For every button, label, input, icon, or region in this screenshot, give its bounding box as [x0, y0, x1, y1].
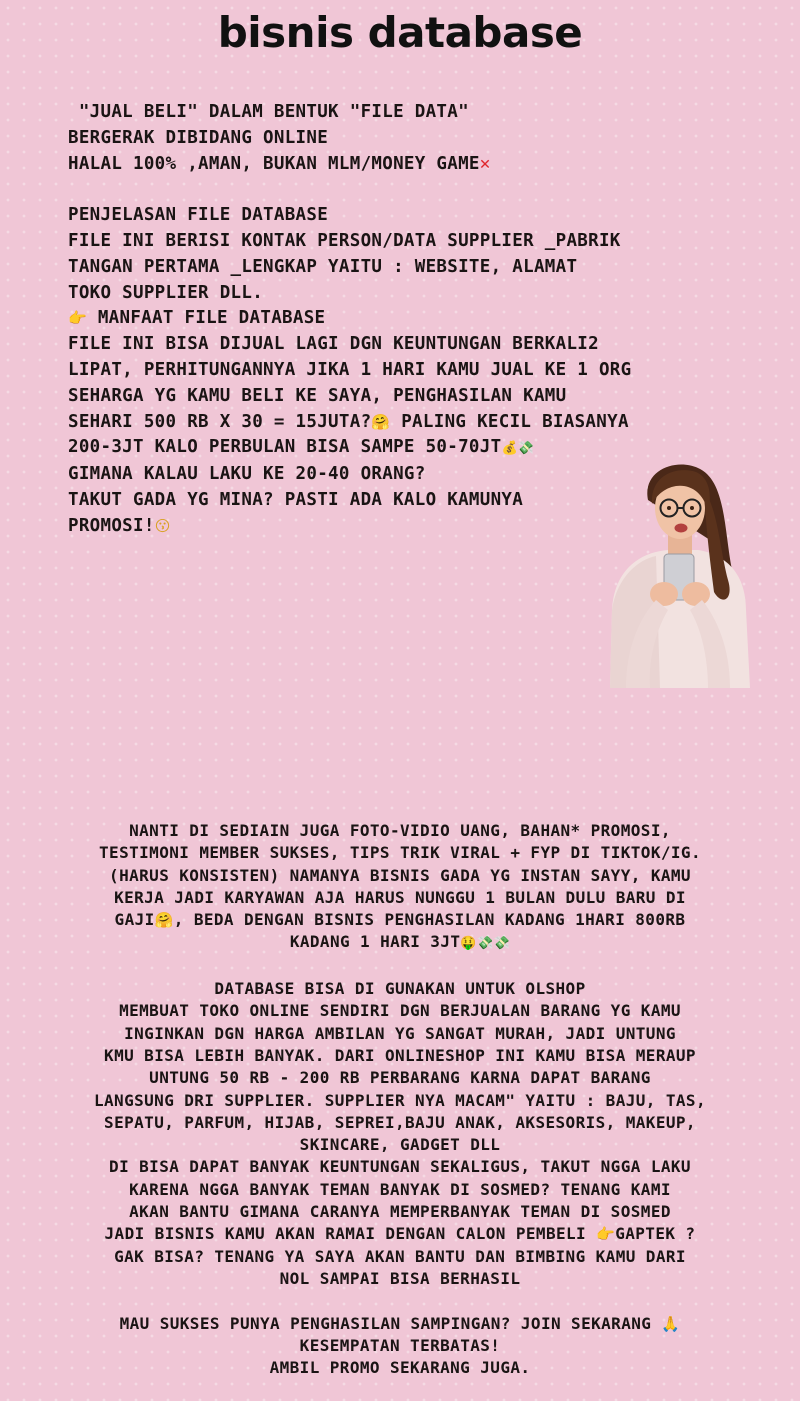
- olshop-line-1: DATABASE BISA DI GUNAKAN UNTUK OLSHOP: [214, 979, 586, 999]
- olshop-line-9: DI BISA DAPAT BANYAK KEUNTUNGAN SEKALIGUS, TAKUT NGGA LAKU: [109, 1157, 691, 1177]
- olshop-line-12a: JADI BISNIS KAMU AKAN RAMAI DENGAN CALON PEMBELI: [104, 1224, 597, 1244]
- olshop-line-5: UNTUNG 50 RB - 200 RB PERBARANG KARNA DAPAT BARANG: [149, 1068, 651, 1088]
- benefit-line-4b: PALING KECIL BIASANYA: [390, 411, 629, 432]
- cta-line-1: MAU SUKSES PUNYA PENGHASILAN SAMPINGAN? JOIN SEKARANG: [119, 1313, 662, 1333]
- benefit-line-6: GIMANA KALAU LAKU KE 20-40 ORANG?: [68, 464, 426, 485]
- hugging-face-icon: 🤗: [371, 412, 391, 431]
- explain-line-2: TANGAN PERTAMA _LENGKAP YAITU : WEBSITE, ALAMAT: [68, 256, 578, 277]
- olshop-line-13: GAK BISA? TENANG YA SAYA AKAN BANTU DAN BIMBING KAMU DARI: [114, 1246, 686, 1266]
- benefit-line-4a: SEHARI 500 RB X 30 = 15JUTA?: [68, 411, 372, 432]
- money-face-icon: 🤑💸💸: [460, 936, 511, 952]
- promo-line-4: KERJA JADI KARYAWAN AJA HARUS NUNGGU 1 BULAN DULU BARU DI: [114, 887, 686, 907]
- promo-line-2: TESTIMONI MEMBER SUKSES, TIPS TRIK VIRAL + FYP DI TIKTOK/IG.: [99, 843, 701, 863]
- olshop-line-12b: GAPTEK ?: [615, 1224, 696, 1244]
- olshop-line-2: MEMBUAT TOKO ONLINE SENDIRI DGN BERJUALAN BARANG YG KAMU: [119, 1001, 681, 1021]
- pointing-hand-icon: 👉: [68, 309, 87, 328]
- benefit-line-8: PROMOSI!: [68, 515, 155, 536]
- explain-line-3: TOKO SUPPLIER DLL.: [68, 282, 264, 303]
- red-x-icon: ✕: [479, 153, 491, 174]
- benefit-line-2: LIPAT, PERHITUNGANNYA JIKA 1 HARI KAMU JUAL KE 1 ORG: [68, 359, 632, 380]
- promo-line-3: (HARUS KONSISTEN) NAMANYA BISNIS GADA YG INSTAN SAYY, KAMU: [109, 865, 691, 885]
- promo-line-5a: GAJI: [114, 910, 155, 930]
- intro-line-3: HALAL 100% ,AMAN, BUKAN MLM/MONEY GAME: [68, 153, 480, 174]
- benefit-line-1: FILE INI BISA DIJUAL LAGI DGN KEUNTUNGAN BERKALI2: [68, 334, 599, 355]
- page-title: bisnis database: [217, 8, 583, 57]
- intro-line-1: "JUAL BELI" DALAM BENTUK "FILE DATA": [68, 102, 469, 122]
- benefit-line-5: 200-3JT KALO PERBULAN BISA SAMPE 50-70JT: [68, 437, 502, 458]
- praying-hands-icon: 🙏: [661, 1314, 681, 1333]
- olshop-line-8: SKINCARE, GADGET DLL: [299, 1135, 501, 1155]
- explain-heading: PENJELASAN FILE DATABASE: [68, 205, 329, 226]
- money-icon: 💰💸: [501, 441, 535, 457]
- promo-line-6: KADANG 1 HARI 3JT: [289, 932, 461, 952]
- olshop-line-6: LANGSUNG DRI SUPPLIER. SUPPLIER NYA MACAM" YAITU : BAJU, TAS,: [93, 1090, 706, 1110]
- cta-line-2: KESEMPATAN TERBATAS!: [299, 1335, 501, 1355]
- olshop-line-11: AKAN BANTU GIMANA CARANYA MEMPERBANYAK TEMAN DI SOSMED: [129, 1202, 671, 1222]
- benefit-heading: MANFAAT FILE DATABASE: [86, 308, 326, 329]
- hugging-face-icon-2: 🤗: [154, 911, 174, 930]
- benefit-line-7: TAKUT GADA YG MINA? PASTI ADA KALO KAMUNYA: [68, 489, 524, 510]
- woman-with-phone-photo: [606, 460, 750, 688]
- olshop-line-3: INGINKAN DGN HARGA AMBILAN YG SANGAT MURAH, JADI UNTUNG: [124, 1023, 676, 1043]
- explain-line-1: FILE INI BERISI KONTAK PERSON/DATA SUPPLIER _PABRIK: [68, 230, 621, 251]
- promo-line-1: NANTI DI SEDIAIN JUGA FOTO-VIDIO UANG, BAHAN* PROMOSI,: [129, 821, 671, 840]
- olshop-line-14: NOL SAMPAI BISA BERHASIL: [279, 1268, 521, 1288]
- promo-line-5b: , BEDA DENGAN BISNIS PENGHASILAN KADANG 1HARI 800RB: [173, 910, 686, 930]
- intro-line-2: BERGERAK DIBIDANG ONLINE: [68, 127, 329, 148]
- promo-block: [40, 820, 760, 1379]
- olshop-line-7: SEPATU, PARFUM, HIJAB, SEPREI,BAJU ANAK, AKSESORIS, MAKEUP,: [104, 1112, 696, 1132]
- pointing-hand-icon-2: 👉: [596, 1225, 616, 1244]
- olshop-line-4: KMU BISA LEBIH BANYAK. DARI ONLINESHOP INI KAMU BISA MERAUP: [104, 1045, 696, 1065]
- olshop-line-10: KARENA NGGA BANYAK TEMAN BANYAK DI SOSMED? TENANG KAMI: [129, 1179, 671, 1199]
- benefit-line-3: SEHARGA YG KAMU BELI KE SAYA, PENGHASILAN KAMU: [68, 385, 567, 406]
- cta-line-3: AMBIL PROMO SEKARANG JUGA.: [269, 1358, 531, 1378]
- kissing-face-icon: 😗: [154, 516, 171, 535]
